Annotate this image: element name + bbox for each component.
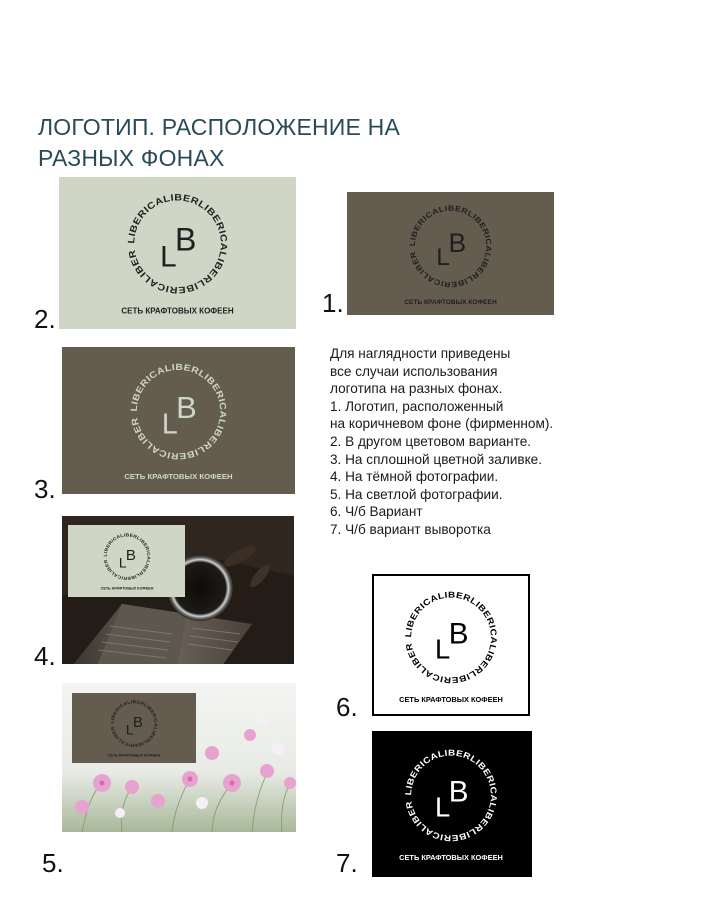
logo-ring-text: LIBERICALIBERLIBERICALIBERLIBERICALIBER bbox=[126, 192, 229, 296]
logo-tagline: СЕТЬ КРАФТОВЫХ КОФЕЕН bbox=[399, 852, 503, 862]
logo-card-variant-4 bbox=[62, 516, 294, 664]
page-title-line-2: РАЗНЫХ ФОНАХ bbox=[38, 145, 225, 171]
description-line: на коричневом фоне (фирменном). bbox=[330, 416, 554, 432]
logo-monogram-b: B bbox=[125, 546, 136, 564]
logo-tagline: СЕТЬ КРАФТОВЫХ КОФЕЕН bbox=[404, 298, 497, 306]
logo-ring-text: LIBERICALIBERLIBERICALIBERLIBERICALIBER bbox=[109, 699, 159, 749]
page-title-line-1: ЛОГОТИП. РАСПОЛОЖЕНИЕ НА bbox=[38, 114, 401, 140]
logo-card-variant-2 bbox=[59, 177, 296, 329]
description-text bbox=[330, 345, 630, 539]
logo-tagline: СЕТЬ КРАФТОВЫХ КОФЕЕН bbox=[399, 694, 503, 704]
logo-svg bbox=[394, 582, 508, 710]
logo-svg bbox=[114, 185, 241, 321]
logo-card-variant-5 bbox=[62, 683, 296, 832]
description-line: Для наглядности приведены bbox=[330, 346, 511, 361]
variant-number-2: 2. bbox=[34, 304, 56, 334]
logo-mark bbox=[114, 185, 241, 321]
logo-svg bbox=[104, 696, 164, 760]
variant-number-6: 6. bbox=[336, 692, 358, 722]
page-title bbox=[38, 112, 458, 174]
logo-ring-text: LIBERICALIBERLIBERICALIBERLIBERICALIBER bbox=[102, 532, 152, 582]
logo-monogram-l: L bbox=[436, 244, 450, 272]
logo-svg bbox=[394, 739, 508, 869]
variant-number-7: 7. bbox=[336, 848, 358, 878]
description-line: 2. В другом цветовом варианте. bbox=[330, 433, 532, 449]
logo-ring-text: LIBERICALIBERLIBERICALIBERLIBERICALIBER bbox=[407, 203, 494, 290]
description-line: 3. На сплошной цветной заливке. bbox=[330, 451, 543, 467]
logo-monogram-b: B bbox=[448, 617, 469, 651]
description-line: 4. На тёмной фотографии. bbox=[330, 469, 499, 485]
logo-ring-text: LIBERICALIBERLIBERICALIBERLIBERICALIBER bbox=[402, 747, 500, 844]
logo-tagline: СЕТЬ КРАФТОВЫХ КОФЕЕН bbox=[124, 471, 233, 481]
logo-ring-text: LIBERICALIBERLIBERICALIBERLIBERICALIBER bbox=[128, 361, 229, 462]
logo-mark bbox=[98, 528, 156, 594]
logo-monogram-l: L bbox=[118, 554, 127, 571]
logo-card-variant-3 bbox=[62, 347, 295, 494]
logo-mark bbox=[394, 582, 508, 710]
logo-monogram-l: L bbox=[160, 240, 177, 274]
logo-svg bbox=[396, 198, 505, 310]
logo-monogram-b: B bbox=[175, 221, 197, 258]
description-line: 7. Ч/б вариант выворотка bbox=[330, 521, 491, 537]
variant-number-5: 5. bbox=[42, 848, 64, 878]
logo-monogram-b: B bbox=[176, 390, 197, 426]
logo-monogram-l: L bbox=[161, 408, 178, 441]
logo-ring-text: LIBERICALIBERLIBERICALIBERLIBERICALIBER bbox=[402, 589, 500, 686]
logo-tagline: СЕТЬ КРАФТОВЫХ КОФЕЕН bbox=[100, 586, 154, 591]
logo-svg bbox=[98, 528, 156, 594]
logo-card-variant-7 bbox=[372, 731, 532, 877]
brown-logo-plate bbox=[72, 693, 196, 763]
logo-card-variant-6 bbox=[372, 574, 530, 716]
description-line: логотипа на разных фонах. bbox=[330, 381, 503, 397]
variant-number-3: 3. bbox=[34, 474, 56, 504]
sage-logo-plate bbox=[68, 525, 185, 597]
logo-mark bbox=[396, 198, 505, 310]
logo-monogram-b: B bbox=[448, 775, 469, 809]
logo-tagline: СЕТЬ КРАФТОВЫХ КОФЕЕН bbox=[121, 306, 234, 316]
logo-monogram-l: L bbox=[435, 791, 451, 823]
logo-card-variant-1 bbox=[347, 192, 554, 315]
logo-monogram-b: B bbox=[448, 227, 467, 258]
description-line: 5. На светлой фотографии. bbox=[330, 486, 503, 502]
description-line: 1. Логотип, расположенный bbox=[330, 398, 504, 414]
logo-mark bbox=[118, 355, 239, 486]
description-line: 6. Ч/б Вариант bbox=[330, 504, 423, 520]
logo-mark bbox=[104, 696, 164, 760]
variant-number-4: 4. bbox=[34, 641, 56, 671]
logo-monogram-l: L bbox=[435, 633, 451, 665]
logo-monogram-b: B bbox=[132, 713, 143, 731]
variant-number-1: 1. bbox=[322, 288, 344, 318]
logo-monogram-l: L bbox=[125, 721, 134, 738]
logo-svg bbox=[118, 355, 239, 486]
description-line: все случаи использования bbox=[330, 363, 498, 379]
logo-mark bbox=[394, 739, 508, 869]
logo-tagline: СЕТЬ КРАФТОВЫХ КОФЕЕН bbox=[107, 753, 161, 758]
